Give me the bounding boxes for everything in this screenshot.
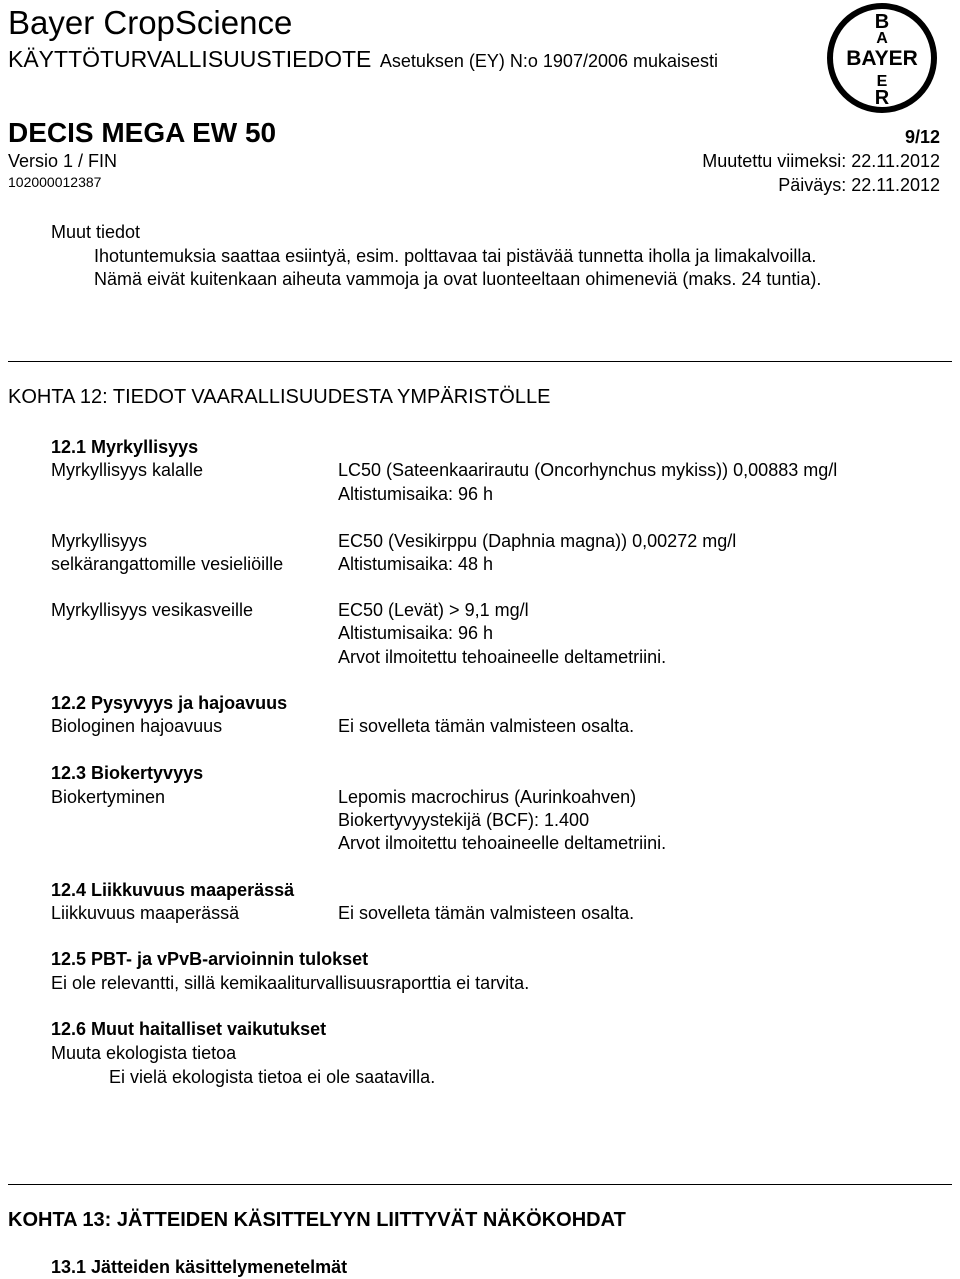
soil-mobility-value: Ei sovelleta tämän valmisteen osalta.	[338, 903, 635, 923]
document-title: KÄYTTÖTURVALLISUUSTIEDOTE	[8, 46, 372, 72]
bioaccumulation-note: Arvot ilmoitettu tehoaineelle deltametriini.	[338, 833, 667, 853]
logo-letter-r: R	[874, 87, 890, 109]
invertebrate-toxicity-label-1: Myrkyllisyys	[51, 531, 147, 551]
version-info: Versio 1 / FIN	[8, 151, 118, 171]
fish-exposure-time: Altistumisaika: 96 h	[338, 484, 494, 504]
invertebrate-toxicity-value: EC50 (Vesikirppu (Daphnia magna)) 0,00272 mg/l	[338, 531, 737, 551]
logo-letter-e: E	[876, 73, 888, 90]
other-info-line-1: Ihotuntemuksia saattaa esiintyä, esim. polttavaa tai pistävää tunnetta iholla ja limakalvoilla.	[94, 246, 817, 266]
other-info-line-2: Nämä eivät kuitenkaan aiheuta vammoja ja ovat luonteeltaan ohimeneviä (maks. 24 tuntia).	[94, 269, 822, 289]
plant-toxicity-label: Myrkyllisyys vesikasveille	[51, 600, 254, 620]
bioaccumulation-species: Lepomis macrochirus (Aurinkoahven)	[338, 787, 637, 807]
logo-row-bayer: BAYER	[846, 47, 918, 70]
bioaccumulation-bcf: Biokertyvyystekijä (BCF): 1.400	[338, 810, 590, 830]
fish-toxicity-label: Myrkyllisyys kalalle	[51, 460, 204, 480]
plant-toxicity-value: EC50 (Levät) > 9,1 mg/l	[338, 600, 529, 620]
subsection-12-6-title: 12.6 Muut haitalliset vaikutukset	[51, 1019, 327, 1039]
issue-date: Päiväys: 22.11.2012	[778, 175, 940, 195]
other-ecological-info-value: Ei vielä ekologista tietoa ei ole saatavilla.	[109, 1067, 436, 1087]
other-info-title: Muut tiedot	[51, 222, 141, 242]
bioaccumulation-label: Biokertyminen	[51, 787, 166, 807]
section-divider-13	[8, 1184, 952, 1185]
fish-toxicity-value: LC50 (Sateenkaarirautu (Oncorhynchus mykiss)) 0,00883 mg/l	[338, 460, 838, 480]
logo-letter-b: B	[874, 11, 890, 33]
other-ecological-info-label: Muuta ekologista tietoa	[51, 1043, 237, 1063]
subsection-12-5-title: 12.5 PBT- ja vPvB-arvioinnin tulokset	[51, 949, 369, 969]
biodegradability-value: Ei sovelleta tämän valmisteen osalta.	[338, 716, 635, 736]
plant-exposure-time: Altistumisaika: 96 h	[338, 623, 494, 643]
page-number: 9/12	[904, 127, 940, 147]
subsection-12-1-title: 12.1 Myrkyllisyys	[51, 437, 199, 457]
biodegradability-label: Biologinen hajoavuus	[51, 716, 223, 736]
document-code: 102000012387	[8, 174, 102, 190]
regulation-note: Asetuksen (EY) N:o 1907/2006 mukaisesti	[379, 51, 719, 71]
document-title-line	[8, 45, 718, 77]
pbt-assessment-text: Ei ole relevantti, sillä kemikaaliturvallisuusraporttia ei tarvita.	[51, 973, 530, 993]
subsection-12-2-title: 12.2 Pysyvyys ja hajoavuus	[51, 693, 288, 713]
subsection-12-4-title: 12.4 Liikkuvuus maaperässä	[51, 880, 295, 900]
revision-date: Muutettu viimeksi: 22.11.2012	[702, 151, 940, 171]
section-divider-12	[8, 361, 952, 362]
invertebrate-exposure-time: Altistumisaika: 48 h	[338, 554, 494, 574]
bayer-cross-logo	[826, 2, 938, 114]
subsection-12-3-title: 12.3 Biokertyvyys	[51, 763, 204, 783]
product-name: DECIS MEGA EW 50	[8, 117, 277, 148]
section-13-heading: KOHTA 13: JÄTTEIDEN KÄSITTELYYN LIITTYVÄT NÄKÖKOHDAT	[8, 1209, 626, 1231]
logo-letter-a: A	[876, 30, 888, 47]
invertebrate-toxicity-label-2: selkärangattomille vesieliöille	[51, 554, 284, 574]
soil-mobility-label: Liikkuvuus maaperässä	[51, 903, 240, 923]
company-name: Bayer CropScience	[8, 4, 293, 41]
plant-values-note: Arvot ilmoitettu tehoaineelle deltametriini.	[338, 647, 667, 667]
section-12-heading: KOHTA 12: TIEDOT VAARALLISUUDESTA YMPÄRISTÖLLE	[8, 386, 551, 408]
subsection-13-1-title: 13.1 Jätteiden käsittelymenetelmät	[51, 1257, 348, 1277]
